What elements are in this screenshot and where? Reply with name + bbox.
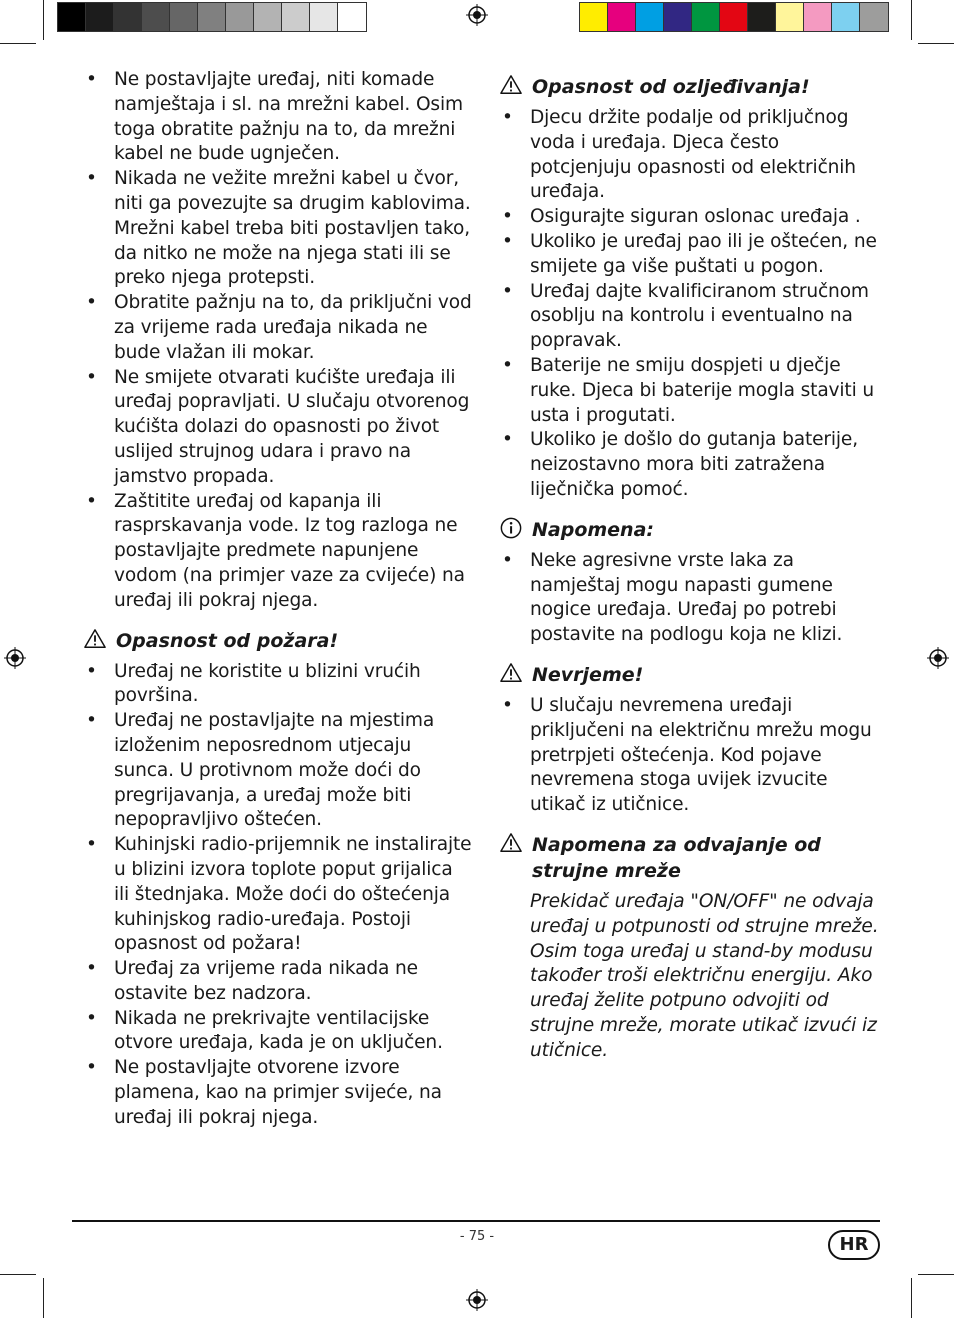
disconnect-heading	[500, 832, 884, 884]
list-item: • Uređaj ne koristite u blizini vrućih površina.	[84, 660, 472, 710]
crop-mark	[918, 43, 954, 44]
storm-list	[500, 694, 884, 818]
list-item: • Ukoliko je uređaj pao ili je oštećen, ne smijete ga više puštati u pogon.	[500, 230, 884, 280]
color-swatch	[776, 3, 804, 31]
gray-swatch	[170, 3, 198, 31]
color-swatch	[580, 3, 608, 31]
section-title: Napomena za odvajanje od strujne mreže	[532, 833, 821, 882]
gray-swatch	[226, 3, 254, 31]
crop-mark	[0, 43, 36, 44]
gray-swatch	[86, 3, 114, 31]
injury-hazard-heading	[500, 74, 884, 100]
color-swatch	[804, 3, 832, 31]
list-item: • Uređaj dajte kvalificiranom stručnom osoblju na kontrolu i eventualno na popravak.	[500, 280, 884, 354]
warning-triangle-icon	[500, 74, 522, 96]
fire-hazard-list	[84, 660, 472, 1131]
list-item: • Djecu držite podalje od priključnog voda i uređaja. Djeca često potcjenjuju opasnosti od električnih uređaja.	[500, 106, 884, 205]
injury-hazard-list	[500, 106, 884, 503]
color-swatch	[692, 3, 720, 31]
storm-heading	[500, 662, 884, 688]
registration-mark-icon	[927, 647, 949, 669]
color-swatch-bar	[579, 2, 889, 32]
color-swatch	[832, 3, 860, 31]
warning-triangle-icon	[500, 832, 522, 854]
disconnect-note-text: Prekidač uređaja "ON/OFF" ne odvaja uređaj u potpunosti od strujne mreže. Osim toga uređaj u stand-by modusu također troši električnu energiju. Ako uređaj želite potpuno odvojiti od strujne mreže, morate utikač izvući iz utičnice.	[530, 890, 879, 1061]
list-item: • Nikada ne prekrivajte ventilacijske otvore uređaja, kada je on uključen.	[84, 1007, 472, 1057]
right-column	[500, 68, 884, 1064]
warning-triangle-icon	[500, 662, 522, 684]
color-swatch	[636, 3, 664, 31]
gray-swatch	[114, 3, 142, 31]
color-swatch	[748, 3, 776, 31]
list-item: • Neke agresivne vrste laka za namještaj mogu napasti gumene nogice uređaja. Uređaj po potrebi postavite na podlogu koja ne klizi.	[500, 549, 884, 648]
list-item: • Ne postavljajte otvorene izvore plamena, kao na primjer svijeće, na uređaj ili pokraj njega.	[84, 1056, 472, 1130]
crop-mark	[911, 0, 912, 40]
language-badge: HR	[828, 1230, 880, 1260]
note-heading	[500, 517, 884, 543]
list-item: • Osigurajte siguran oslonac uređaja .	[500, 205, 884, 230]
gray-swatch	[198, 3, 226, 31]
list-item: • Ne postavljajte uređaj, niti komade namještaja i sl. na mrežni kabel. Osim toga obratite pažnju na to, da mrežni kabel ne bude ugnječen.	[84, 68, 472, 167]
list-item: • Uređaj ne postavljajte na mjestima izloženim neposrednom utjecaju sunca. U protivnom može doći do pregrijavanja, a uređaj može biti nepopravljivo oštećen.	[84, 709, 472, 833]
crop-mark	[43, 0, 44, 40]
registration-mark-icon	[466, 4, 488, 26]
color-swatch	[608, 3, 636, 31]
list-item: • Baterije ne smiju dospjeti u dječje ruke. Djeca bi baterije mogla staviti u usta i progutati.	[500, 354, 884, 428]
list-item: • U slučaju nevremena uređaji priključeni na električnu mrežu mogu pretrpjeti oštećenja. Kod pojave nevremena stoga uvijek izvucite utikač iz utičnice.	[500, 694, 884, 818]
footer-divider	[72, 1220, 880, 1222]
color-swatch	[720, 3, 748, 31]
gray-swatch	[142, 3, 170, 31]
gray-swatch	[310, 3, 338, 31]
gray-swatch	[338, 3, 366, 31]
crop-mark	[0, 1274, 36, 1275]
crop-mark	[911, 1278, 912, 1318]
section-title: Opasnost od ozljeđivanja!	[532, 76, 810, 98]
fire-hazard-heading	[84, 628, 472, 654]
section-title: Opasnost od požara!	[116, 629, 339, 652]
intro-bullet-list	[84, 68, 472, 614]
gray-swatch	[254, 3, 282, 31]
list-item: • Nikada ne vežite mrežni kabel u čvor, niti ga povezujte sa drugim kablovima. Mrežni kabel treba biti postavljen tako, da nitko ne može na njega stati ili se preko njega protepsti.	[84, 167, 472, 291]
page-number: - 75 -	[459, 1229, 495, 1244]
list-item: • Obratite pažnju na to, da priključni vod za vrijeme rada uređaja nikada ne bude vlažan ili mokar.	[84, 291, 472, 365]
color-swatch	[664, 3, 692, 31]
info-circle-icon	[500, 517, 522, 539]
list-item: • Kuhinjski radio-prijemnik ne instalirajte u blizini izvora toplote poput grijalica ili štednjaka. Može doći do oštećenja kuhinjskog radio-uređaja. Postoji opasnost od požara!	[84, 833, 472, 957]
color-swatch	[860, 3, 888, 31]
list-item: • Ne smijete otvarati kućište uređaja ili uređaj popravljati. U slučaju otvorenog kućišta dolazi do opasnosti po život uslijed strujnog udara i pravo na jamstvo propada.	[84, 366, 472, 490]
list-item: • Zaštitite uređaj od kapanja ili rasprskavanja vode. Iz tog razloga ne postavljajte predmete napunjene vodom (na primjer vaze za cvijeće) na uređaj ili pokraj njega.	[84, 490, 472, 614]
registration-mark-icon	[4, 647, 26, 669]
list-item: • Ukoliko je došlo do gutanja baterije, neizostavno mora biti zatražena liječnička pomoć.	[500, 428, 884, 502]
note-list	[500, 549, 884, 648]
list-item: • Uređaj za vrijeme rada nikada ne ostavite bez nadzora.	[84, 957, 472, 1007]
gray-swatch	[58, 3, 86, 31]
grayscale-swatch-bar	[57, 2, 367, 32]
left-column	[84, 68, 472, 1131]
crop-mark	[43, 1278, 44, 1318]
crop-mark	[918, 1274, 954, 1275]
registration-mark-icon	[466, 1289, 488, 1311]
gray-swatch	[282, 3, 310, 31]
warning-triangle-icon	[84, 628, 106, 650]
section-title: Napomena:	[532, 518, 655, 541]
section-title: Nevrjeme!	[532, 663, 644, 686]
